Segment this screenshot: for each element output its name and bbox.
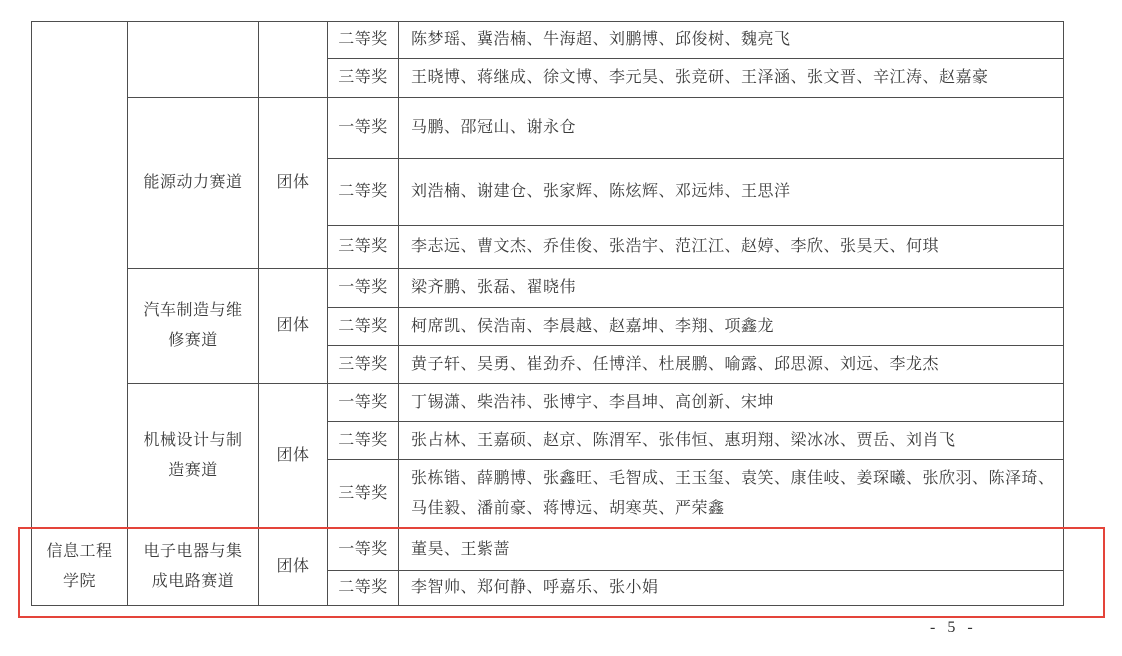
award-cell: 一等奖 [328,384,399,422]
names-cell: 梁齐鹏、张磊、翟晓伟 [399,269,1064,308]
award-cell: 一等奖 [328,269,399,308]
type-cell [259,22,328,98]
names-cell: 张栋锴、薛鹏博、张鑫旺、毛智成、王玉玺、袁笑、康佳岐、姜琛曦、张欣羽、陈泽琦、马佳毅、潘前豪、蒋博远、胡寒英、严荣鑫 [399,460,1064,529]
table-row [32,22,1064,59]
track-cell: 机械设计与制造赛道 [128,384,259,529]
college-cell: 信息工程学院 [32,529,128,606]
award-cell: 二等奖 [328,422,399,460]
names-cell: 李志远、曹文杰、乔佳俊、张浩宇、范江江、赵婷、李欣、张昊天、何琪 [399,226,1064,269]
type-cell: 团体 [259,269,328,384]
award-cell: 三等奖 [328,226,399,269]
award-cell: 三等奖 [328,346,399,384]
type-cell: 团体 [259,529,328,606]
type-cell: 团体 [259,384,328,529]
track-cell: 电子电器与集成电路赛道 [128,529,259,606]
award-cell: 二等奖 [328,571,399,606]
names-cell: 陈梦瑶、冀浩楠、牛海超、刘鹏博、邱俊树、魏亮飞 [399,22,1064,59]
award-table [31,21,1064,606]
track-cell [128,22,259,98]
award-cell: 二等奖 [328,159,399,226]
names-cell: 刘浩楠、谢建仓、张家辉、陈炫辉、邓远炜、王思洋 [399,159,1064,226]
names-cell: 丁锡潇、柴浩祎、张博宇、李昌坤、高创新、宋坤 [399,384,1064,422]
table-row [32,529,1064,571]
award-cell: 一等奖 [328,98,399,159]
award-cell: 一等奖 [328,529,399,571]
names-cell: 张占林、王嘉硕、赵京、陈渭军、张伟恒、惠玥翔、梁冰冰、贾岳、刘肖飞 [399,422,1064,460]
names-cell: 李智帅、郑何静、呼嘉乐、张小娟 [399,571,1064,606]
table-row [32,269,1064,308]
track-cell: 能源动力赛道 [128,98,259,269]
table-row [32,384,1064,422]
award-cell: 二等奖 [328,22,399,59]
page-number: - 5 - [930,619,977,636]
award-cell: 二等奖 [328,308,399,346]
names-cell: 马鹏、邵冠山、谢永仓 [399,98,1064,159]
track-cell: 汽车制造与维修赛道 [128,269,259,384]
names-cell: 董昊、王紫蔷 [399,529,1064,571]
names-cell: 王晓博、蒋继成、徐文博、李元昊、张竞研、王泽涵、张文晋、辛江涛、赵嘉豪 [399,59,1064,98]
table-row [32,98,1064,159]
names-cell: 黄子轩、吴勇、崔劲乔、任博洋、杜展鹏、喻露、邱思源、刘远、李龙杰 [399,346,1064,384]
names-cell: 柯席凯、侯浩南、李晨越、赵嘉坤、李翔、项鑫龙 [399,308,1064,346]
award-cell: 三等奖 [328,460,399,529]
award-cell: 三等奖 [328,59,399,98]
type-cell: 团体 [259,98,328,269]
college-cell [32,22,128,529]
